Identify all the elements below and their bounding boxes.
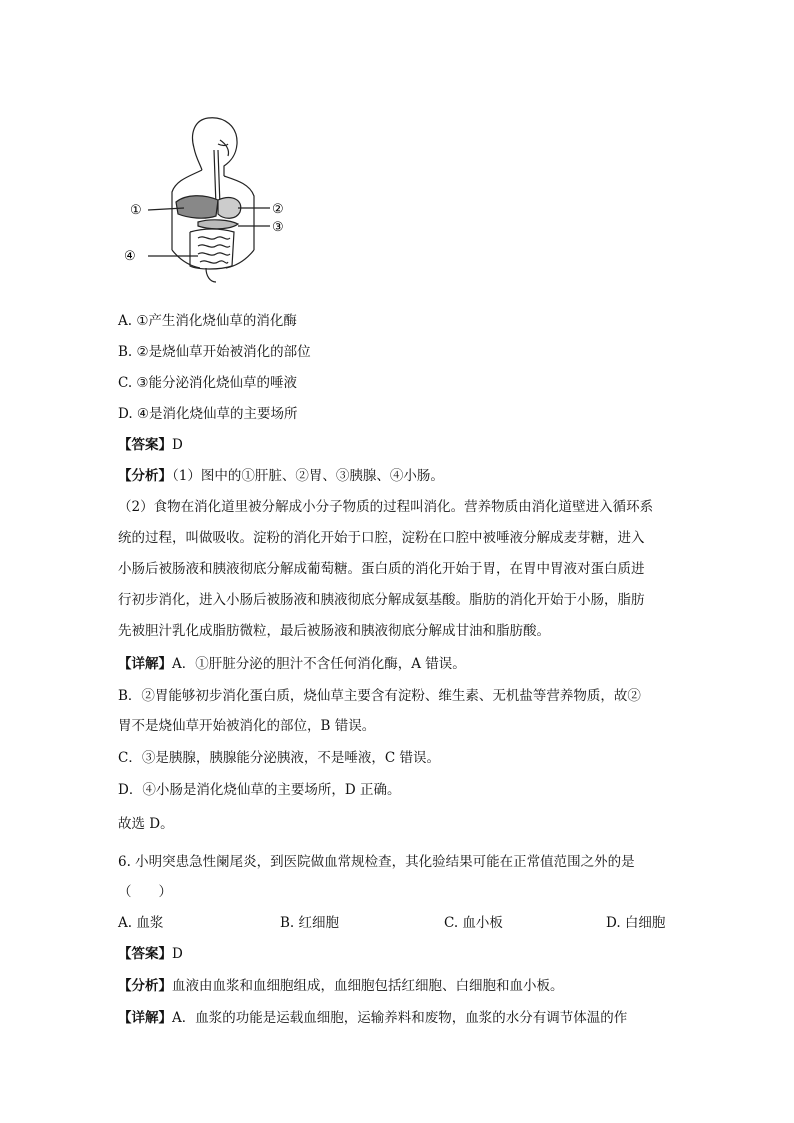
answer-value: D — [172, 946, 183, 962]
q6-option-d: D. 白细胞 — [606, 915, 666, 931]
q5-detail-line: D．④小肠是消化烧仙草的主要场所，D 正确。 — [118, 782, 401, 798]
digestive-system-figure — [120, 110, 300, 290]
q6-option-c: C. 血小板 — [444, 915, 503, 931]
analysis-tag: 【分析】 — [118, 468, 172, 484]
analysis-paragraph-line: （2）食物在消化道里被分解成小分子物质的过程叫消化。营养物质由消化道壁进入循环系 — [118, 499, 654, 515]
detail-tag: 【详解】 — [118, 1010, 172, 1026]
detail-text: A．①肝脏分泌的胆汁不含任何消化酶，A 错误。 — [172, 656, 466, 672]
q5-detail-line: B．②胃能够初步消化蛋白质，烧仙草主要含有淀粉、维生素、无机盐等营养物质，故② — [118, 688, 641, 704]
q6-answer — [118, 944, 183, 964]
analysis-paragraph-line: 小肠后被肠液和胰液彻底分解成葡萄糖。蛋白质的消化开始于胃，在胃中胃液对蛋白质进 — [118, 561, 645, 577]
q6-analysis — [118, 976, 564, 996]
analysis-paragraph-line: 统的过程，叫做吸收。淀粉的消化开始于口腔，淀粉在口腔中被唾液分解成麦芽糖，进入 — [118, 530, 645, 546]
q6-option-b: B. 红细胞 — [280, 915, 340, 931]
q5-conclusion: 故选 D。 — [118, 816, 174, 832]
analysis-paragraph-line: 行初步消化，进入小肠后被肠液和胰液彻底分解成氨基酸。脂肪的消化开始于小肠，脂肪 — [118, 592, 645, 608]
analysis-tag: 【分析】 — [118, 978, 172, 994]
q6-stem: 6. 小明突患急性阑尾炎，到医院做血常规检查，其化验结果可能在正常值范围之外的是 — [118, 854, 635, 870]
detail-text: A．血浆的功能是运载血细胞，运输养料和废物，血浆的水分有调节体温的作 — [172, 1010, 628, 1026]
analysis-text: （1）图中的①肝脏、②胃、③胰腺、④小肠。 — [172, 468, 444, 484]
q5-analysis-line1 — [118, 466, 444, 486]
q5-detail-line — [118, 654, 466, 674]
analysis-paragraph-line: 先被胆汁乳化成脂肪微粒，最后被肠液和胰液彻底分解成甘油和脂肪酸。 — [118, 623, 550, 639]
q5-option-a: A. ①产生消化烧仙草的消化酶 — [118, 313, 297, 329]
q5-option-b: B. ②是烧仙草开始被消化的部位 — [118, 344, 311, 360]
q6-paren: （ ） — [118, 884, 172, 900]
figure-label-4: ④ — [124, 249, 136, 264]
q6-detail — [118, 1008, 627, 1028]
detail-tag: 【详解】 — [118, 656, 172, 672]
answer-value: D — [172, 437, 183, 453]
q5-detail-line: 胃不是烧仙草开始被消化的部位，B 错误。 — [118, 718, 376, 734]
q5-option-d: D. ④是消化烧仙草的主要场所 — [118, 406, 298, 422]
q5-detail-line: C．③是胰腺，胰腺能分泌胰液，不是唾液，C 错误。 — [118, 750, 440, 766]
figure-label-3: ③ — [272, 220, 284, 235]
figure-label-2: ② — [272, 202, 284, 217]
q6-option-a: A. 血浆 — [118, 915, 164, 931]
figure-label-1: ① — [130, 203, 142, 218]
answer-tag: 【答案】 — [118, 946, 172, 962]
analysis-text: 血液由血浆和血细胞组成，血细胞包括红细胞、白细胞和血小板。 — [172, 978, 564, 994]
answer-tag: 【答案】 — [118, 437, 172, 453]
q5-answer — [118, 435, 183, 455]
q5-option-c: C. ③能分泌消化烧仙草的唾液 — [118, 375, 298, 391]
